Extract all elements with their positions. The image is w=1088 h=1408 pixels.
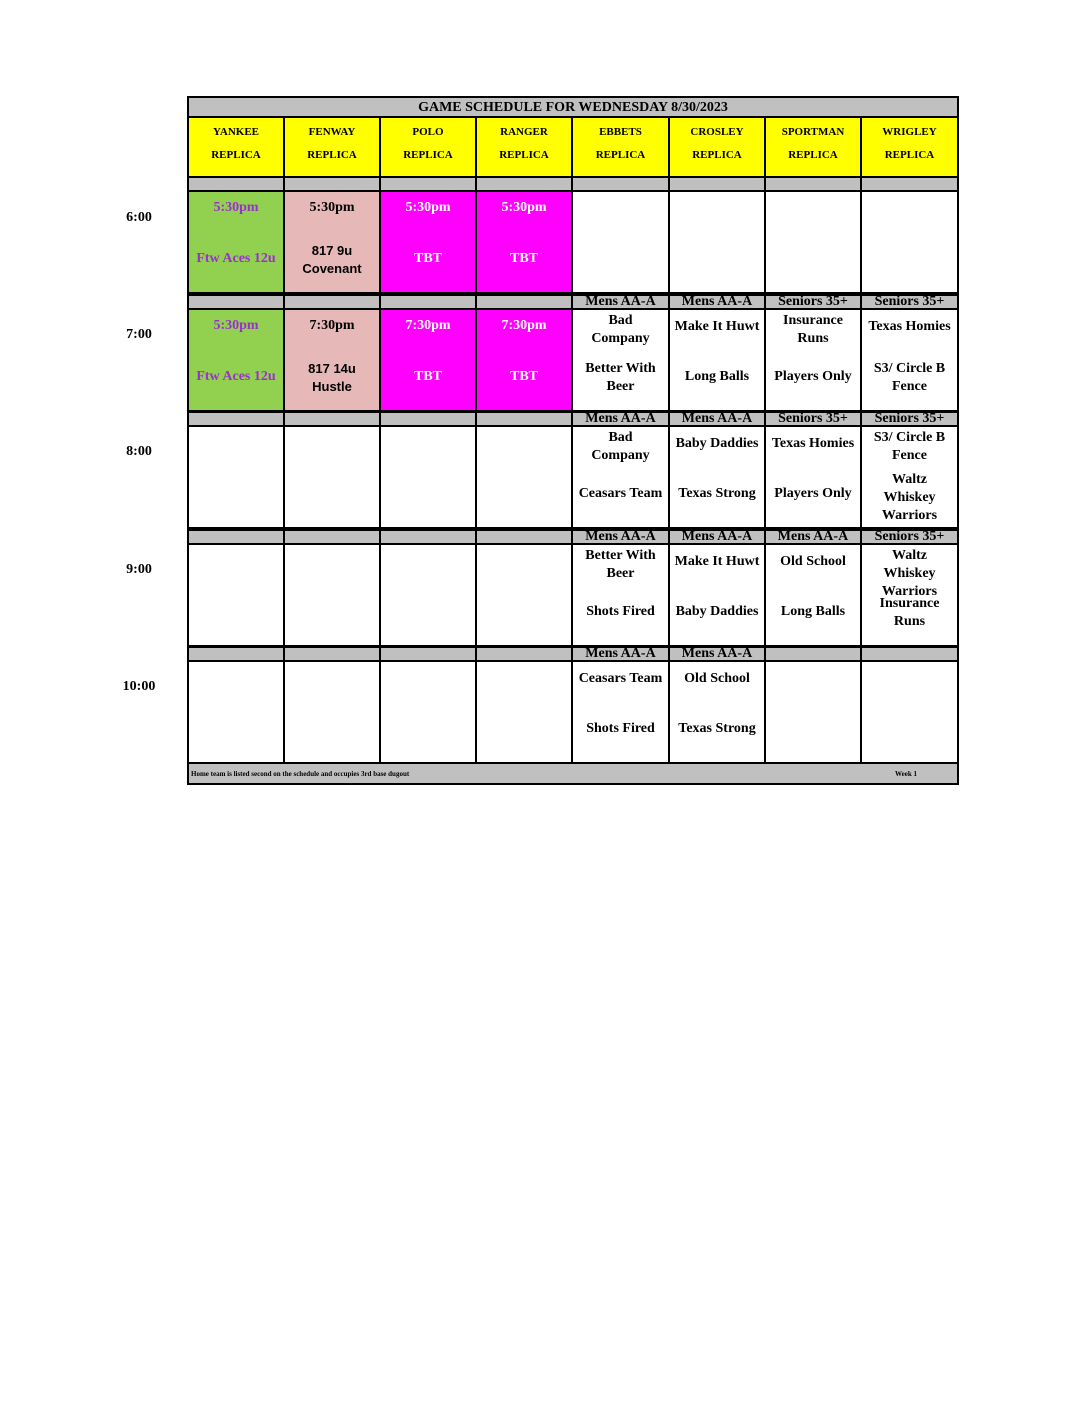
division-label: Mens AA-A: [585, 411, 656, 426]
slot-top-text: Texas Homies: [771, 436, 855, 451]
field-subtitle: REPLICA: [595, 149, 646, 161]
division-cell: [285, 646, 381, 662]
game-slot-ebbets: [573, 427, 670, 527]
slot-top-text: 7:30pm: [501, 318, 547, 333]
game-slot-sportman: [766, 662, 862, 762]
game-slot-ebbets: [573, 192, 670, 292]
field-name: FENWAY: [308, 126, 356, 138]
division-cell: [381, 176, 477, 192]
division-cell: [573, 176, 670, 192]
time-label-900: 9:00: [126, 562, 152, 577]
field-header-sportman: [766, 118, 862, 176]
game-slot-ranger: [477, 545, 573, 645]
field-header-wrigley: [862, 118, 957, 176]
time-label-1000: 10:00: [122, 679, 156, 694]
time-label-700: 7:00: [126, 327, 152, 342]
time-block-800: [189, 427, 957, 529]
field-header-crosley: [670, 118, 766, 176]
game-slot-yankee: [189, 310, 285, 410]
game-slot-wrigley: [862, 662, 957, 762]
slot-top-text: S3/ Circle B Fence: [873, 430, 946, 463]
game-slot-yankee: [189, 545, 285, 645]
division-cell: [189, 646, 285, 662]
slot-bottom-text: 817 9u Covenant: [302, 243, 362, 276]
game-slot-polo: [381, 545, 477, 645]
division-cell: [381, 411, 477, 427]
slot-top-text: Texas Homies: [868, 319, 951, 334]
field-header-ebbets: [573, 118, 670, 176]
division-cell: [573, 646, 670, 662]
slot-top-text: 7:30pm: [405, 318, 451, 333]
division-cell: [477, 294, 573, 310]
game-slot-ebbets: [573, 310, 670, 410]
game-slot-wrigley: [862, 427, 957, 527]
division-cell: [573, 294, 670, 310]
field-subtitle: REPLICA: [884, 149, 935, 161]
division-row-1: [189, 176, 957, 192]
game-slot-crosley: [670, 662, 766, 762]
division-label: Mens AA-A: [585, 646, 656, 661]
week-label: Week 1: [895, 770, 917, 778]
game-slot-polo: [381, 427, 477, 527]
slot-top-text: Ceasars Team: [578, 671, 663, 686]
slot-bottom-text: Shots Fired: [586, 721, 655, 736]
slot-top-text: 5:30pm: [213, 318, 259, 333]
game-slot-crosley: [670, 192, 766, 292]
division-label: Seniors 35+: [874, 529, 945, 544]
field-name: EBBETS: [599, 126, 642, 138]
game-slot-ebbets: [573, 662, 670, 762]
division-cell: [285, 176, 381, 192]
slot-top-text: 7:30pm: [309, 318, 355, 333]
slot-top-text: 5:30pm: [309, 200, 355, 215]
game-slot-ranger: [477, 192, 573, 292]
slot-bottom-text: TBT: [509, 369, 538, 384]
schedule-title: GAME SCHEDULE FOR WEDNESDAY 8/30/2023: [189, 98, 957, 118]
field-subtitle: REPLICA: [788, 149, 838, 161]
game-slot-fenway: [285, 310, 381, 410]
field-name: YANKEE: [212, 126, 260, 138]
slot-bottom-text: Ftw Aces 12u: [196, 251, 276, 266]
time-block-900: [189, 545, 957, 647]
division-cell: [766, 411, 862, 427]
field-name: POLO: [412, 126, 444, 138]
game-slot-ebbets: [573, 545, 670, 645]
division-cell: [766, 176, 862, 192]
division-label: Mens AA-A: [681, 411, 753, 426]
slot-bottom-text: Ceasars Team: [578, 486, 663, 501]
division-label: Mens AA-A: [585, 529, 656, 544]
division-row-5: [189, 646, 957, 662]
division-cell: [862, 411, 957, 427]
game-slot-polo: [381, 192, 477, 292]
slot-top-text: Waltz Whiskey Warriors: [881, 548, 938, 599]
slot-top-text: Bad Company: [591, 313, 650, 346]
game-slot-sportman: [766, 192, 862, 292]
game-slot-crosley: [670, 545, 766, 645]
field-subtitle: REPLICA: [211, 149, 261, 161]
game-slot-yankee: [189, 662, 285, 762]
field-header-ranger: [477, 118, 573, 176]
slot-bottom-text: Players Only: [774, 369, 852, 384]
field-subtitle: REPLICA: [692, 149, 742, 161]
game-slot-crosley: [670, 427, 766, 527]
division-cell: [189, 411, 285, 427]
slot-bottom-text: Waltz Whiskey Warriors: [881, 472, 938, 523]
division-cell: [189, 529, 285, 545]
game-slot-sportman: [766, 545, 862, 645]
slot-top-text: 5:30pm: [405, 200, 451, 215]
game-slot-sportman: [766, 310, 862, 410]
division-cell: [381, 646, 477, 662]
game-slot-wrigley: [862, 310, 957, 410]
schedule-footer: [189, 764, 957, 783]
division-cell: [189, 176, 285, 192]
division-cell: [285, 529, 381, 545]
time-block-1000: [189, 662, 957, 764]
division-label: Seniors 35+: [778, 294, 848, 309]
game-slot-ranger: [477, 427, 573, 527]
slot-bottom-text: Players Only: [774, 486, 852, 501]
game-slot-fenway: [285, 662, 381, 762]
division-cell: [862, 294, 957, 310]
division-label: Mens AA-A: [777, 529, 849, 544]
division-label: Mens AA-A: [681, 294, 753, 309]
slot-bottom-text: TBT: [413, 251, 442, 266]
game-slot-wrigley: [862, 192, 957, 292]
game-slot-yankee: [189, 427, 285, 527]
field-name: CROSLEY: [690, 126, 744, 138]
division-cell: [766, 529, 862, 545]
slot-bottom-text: Long Balls: [684, 369, 750, 384]
time-block-700: [189, 310, 957, 412]
field-header-fenway: [285, 118, 381, 176]
game-slot-crosley: [670, 310, 766, 410]
game-slot-fenway: [285, 192, 381, 292]
slot-bottom-text: Insurance Runs: [879, 596, 940, 629]
division-cell: [670, 294, 766, 310]
division-label: Mens AA-A: [681, 529, 753, 544]
field-name: WRIGLEY: [882, 126, 937, 138]
field-subtitle: REPLICA: [307, 149, 357, 161]
division-cell: [862, 176, 957, 192]
division-cell: [670, 411, 766, 427]
division-cell: [285, 294, 381, 310]
division-cell: [477, 176, 573, 192]
game-slot-polo: [381, 310, 477, 410]
division-cell: [285, 411, 381, 427]
division-cell: [381, 529, 477, 545]
division-label: Mens AA-A: [681, 646, 753, 661]
slot-top-text: Bad Company: [591, 430, 650, 463]
division-label: Seniors 35+: [874, 294, 945, 309]
field-subtitle: REPLICA: [403, 149, 453, 161]
game-slot-sportman: [766, 427, 862, 527]
division-row-3: [189, 411, 957, 427]
game-slot-fenway: [285, 545, 381, 645]
game-slot-yankee: [189, 192, 285, 292]
slot-top-text: Make It Huwt: [674, 319, 760, 334]
division-cell: [862, 646, 957, 662]
slot-bottom-text: Long Balls: [780, 604, 846, 619]
division-cell: [862, 529, 957, 545]
slot-top-text: Make It Huwt: [674, 554, 760, 569]
division-cell: [381, 294, 477, 310]
time-label-600: 6:00: [126, 210, 152, 225]
game-slot-ranger: [477, 662, 573, 762]
division-cell: [477, 646, 573, 662]
slot-bottom-text: TBT: [509, 251, 538, 266]
field-name: SPORTMAN: [781, 126, 845, 138]
division-cell: [766, 294, 862, 310]
field-header-polo: [381, 118, 477, 176]
field-name: RANGER: [500, 126, 548, 138]
field-subtitle: REPLICA: [499, 149, 549, 161]
division-row-2: [189, 294, 957, 310]
game-slot-polo: [381, 662, 477, 762]
field-header-yankee: [189, 118, 285, 176]
slot-bottom-text: Ftw Aces 12u: [196, 369, 276, 384]
slot-bottom-text: Baby Daddies: [675, 604, 759, 619]
slot-bottom-text: Texas Strong: [678, 721, 756, 736]
slot-bottom-text: 817 14u Hustle: [308, 361, 356, 394]
division-cell: [670, 529, 766, 545]
division-cell: [670, 176, 766, 192]
slot-top-text: Insurance Runs: [783, 313, 843, 346]
division-cell: [477, 529, 573, 545]
time-block-600: [189, 192, 957, 294]
game-schedule-table: [187, 96, 959, 785]
division-label: Seniors 35+: [778, 411, 848, 426]
slot-bottom-text: Shots Fired: [586, 604, 655, 619]
slot-bottom-text: TBT: [413, 369, 442, 384]
slot-top-text: Old School: [684, 671, 750, 686]
division-label: Seniors 35+: [874, 411, 945, 426]
division-cell: [189, 294, 285, 310]
field-header-row: [189, 118, 957, 176]
slot-bottom-text: Better With Beer: [585, 361, 656, 394]
slot-top-text: 5:30pm: [213, 200, 259, 215]
game-slot-wrigley: [862, 545, 957, 645]
division-cell: [573, 529, 670, 545]
slot-top-text: Baby Daddies: [675, 436, 759, 451]
division-label: Mens AA-A: [585, 294, 656, 309]
slot-bottom-text: S3/ Circle B Fence: [873, 361, 946, 394]
division-cell: [670, 646, 766, 662]
game-slot-ranger: [477, 310, 573, 410]
division-cell: [766, 646, 862, 662]
time-label-800: 8:00: [126, 444, 152, 459]
slot-top-text: Better With Beer: [585, 548, 656, 581]
game-slot-fenway: [285, 427, 381, 527]
slot-top-text: 5:30pm: [501, 200, 547, 215]
footer-note: Home team is listed second on the schedule and occupies 3rd base dugout: [191, 770, 410, 778]
slot-top-text: Old School: [780, 554, 846, 569]
slot-bottom-text: Texas Strong: [678, 486, 756, 501]
division-cell: [573, 411, 670, 427]
division-cell: [477, 411, 573, 427]
division-row-4: [189, 529, 957, 545]
